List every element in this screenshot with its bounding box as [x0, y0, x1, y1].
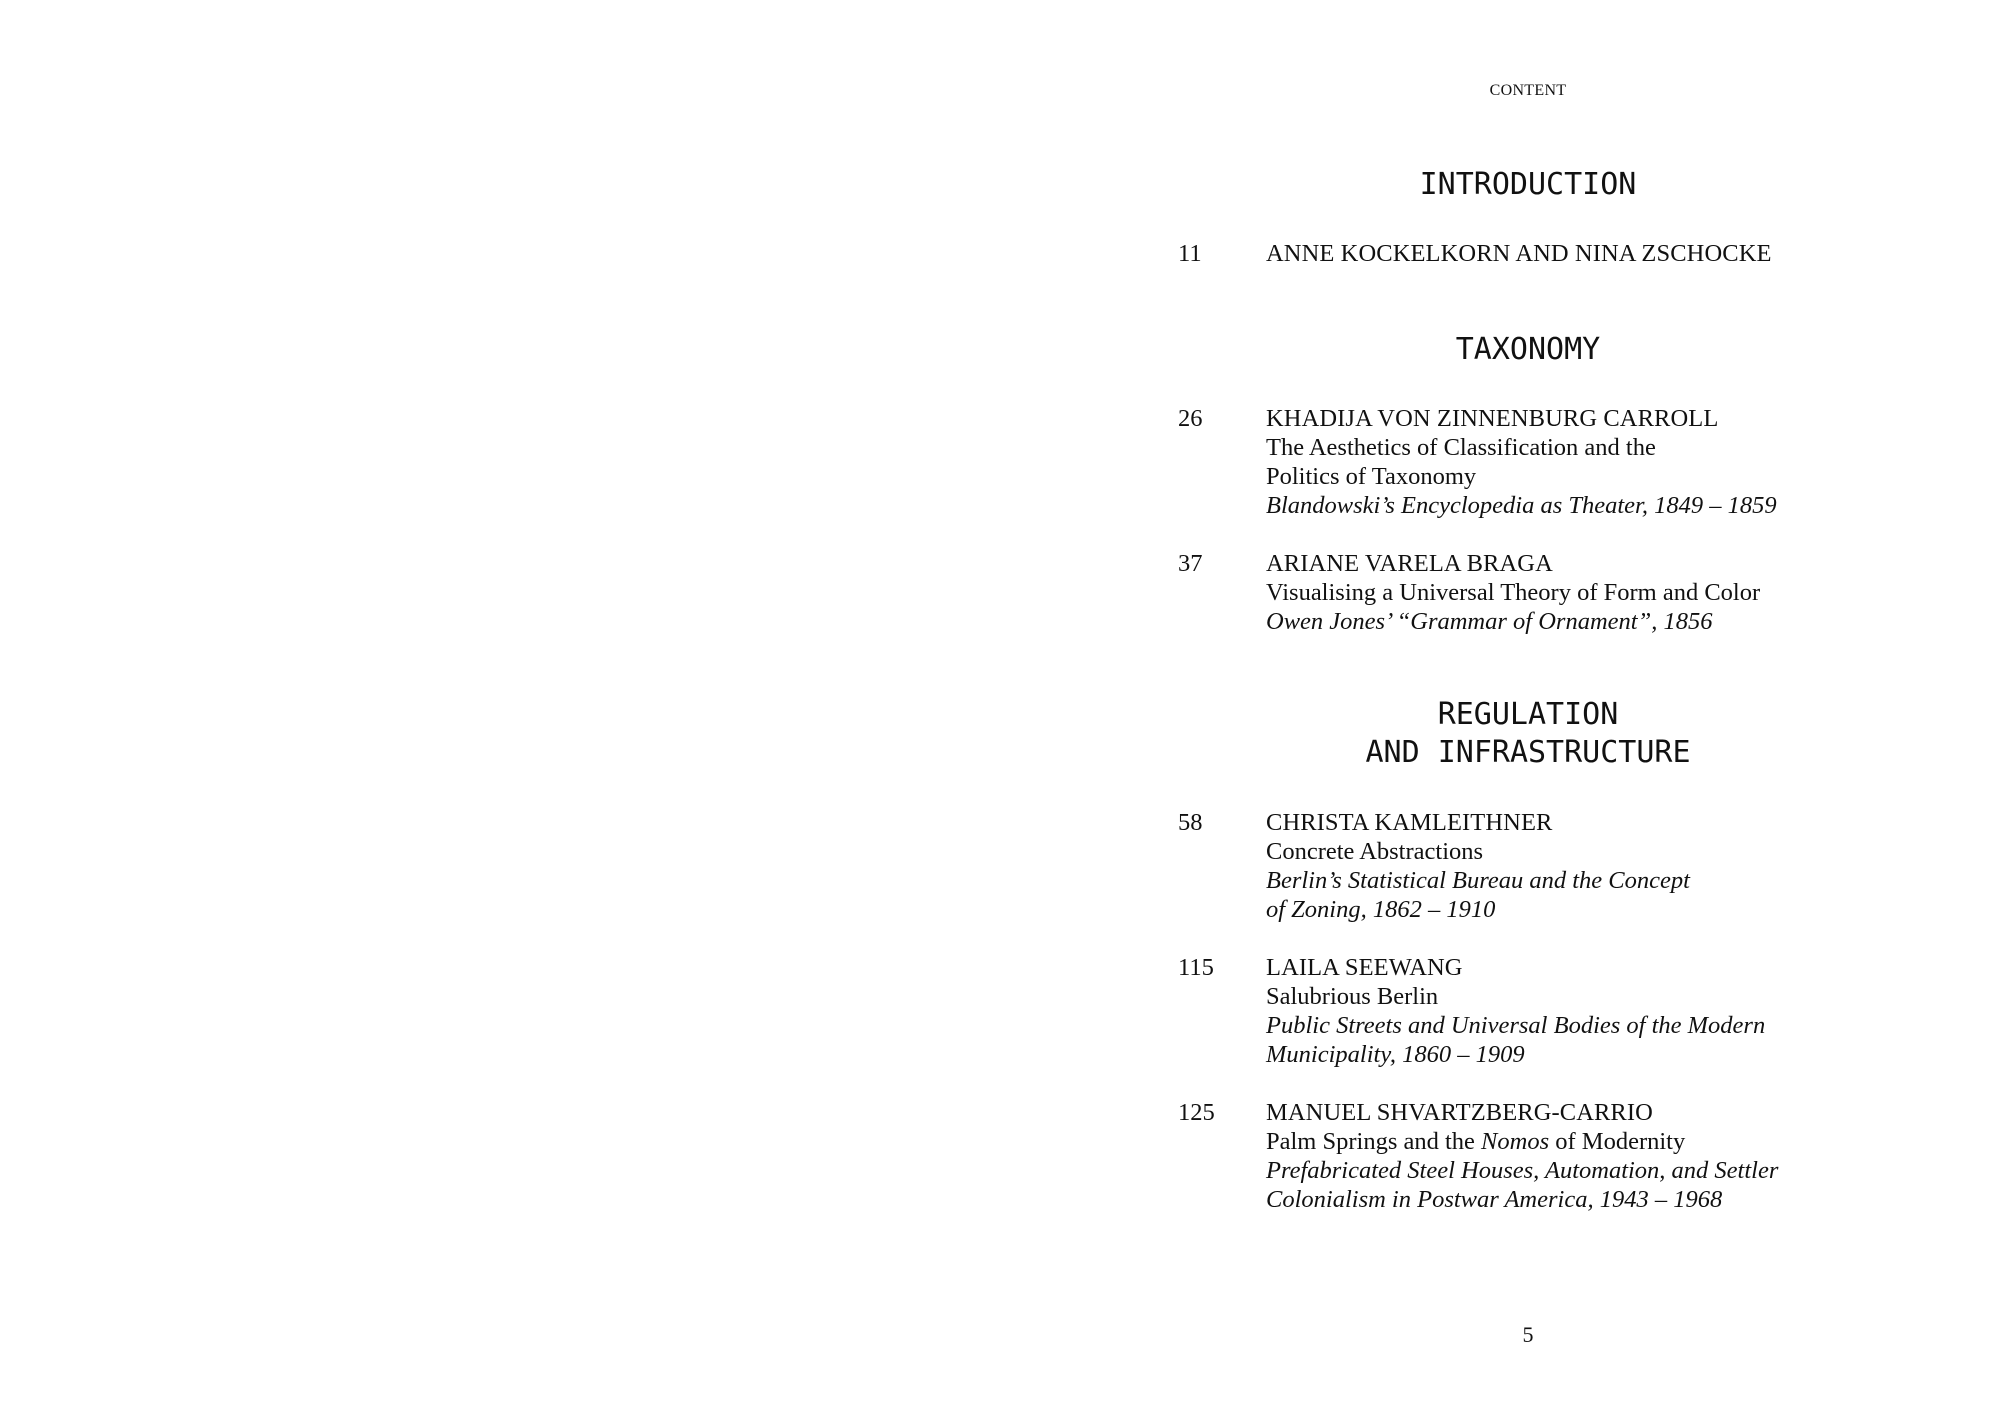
entry-text	[1266, 1098, 1886, 1214]
entry-author: LAILA SEEWANG	[1266, 954, 1463, 981]
running-header-text: CONTENT	[1489, 82, 1567, 99]
entry-subtitle-line: Owen Jones’ “Grammar of Ornament”, 1856	[1266, 608, 1713, 635]
entry-author: ANNE KOCKELKORN AND NINA ZSCHOCKE	[1266, 240, 1772, 267]
entry-title-line	[1266, 1127, 1886, 1156]
entry-title-line: Concrete Abstractions	[1266, 838, 1484, 865]
entry-page-number: 37	[1178, 550, 1203, 577]
folio-text: 5	[1522, 1322, 1534, 1347]
entry-title-part: Palm Springs and the	[1266, 1128, 1482, 1155]
entry-text	[1266, 239, 1886, 268]
entry-subtitle-line: Municipality, 1860 – 1909	[1266, 1041, 1525, 1068]
entry-page-number: 26	[1178, 405, 1203, 432]
entry-text	[1266, 404, 1886, 520]
entry-author: CHRISTA KAMLEITHNER	[1266, 809, 1553, 836]
entry-text	[1266, 549, 1886, 636]
entry-title-line: Politics of Taxonomy	[1266, 463, 1477, 490]
entry-page-number: 115	[1178, 954, 1214, 981]
entry-title-line: Visualising a Universal Theory of Form and Color	[1266, 579, 1761, 606]
entry-subtitle-line: Berlin’s Statistical Bureau and the Concept	[1266, 867, 1690, 894]
section-heading-line: AND INFRASTRUCTURE	[1365, 735, 1691, 770]
entry-page-number: 11	[1178, 240, 1202, 267]
entry-author: MANUEL SHVARTZBERG-CARRIO	[1266, 1099, 1653, 1126]
entry-text	[1266, 953, 1886, 1069]
entry-author: ARIANE VARELA BRAGA	[1266, 550, 1553, 577]
entry-title-italic-part: Nomos	[1481, 1128, 1550, 1155]
section-heading-line: REGULATION	[1437, 697, 1619, 732]
entry-page-number: 58	[1178, 809, 1203, 836]
entry-title-part: of Modernity	[1549, 1128, 1686, 1155]
entry-subtitle-line: Prefabricated Steel Houses, Automation, and Settler	[1266, 1157, 1779, 1184]
entry-subtitle-line: Public Streets and Universal Bodies of the Modern	[1266, 1012, 1766, 1039]
entry-title-line: The Aesthetics of Classification and the	[1266, 434, 1656, 461]
section-heading-line: TAXONOMY	[1455, 332, 1601, 367]
entry-subtitle-line: Blandowski’s Encyclopedia as Theater, 1849 – 1859	[1266, 492, 1777, 519]
entry-text	[1266, 808, 1886, 924]
entry-subtitle-line: Colonialism in Postwar America, 1943 – 1968	[1266, 1186, 1723, 1213]
entry-title-line: Salubrious Berlin	[1266, 983, 1439, 1010]
entry-page-number: 125	[1178, 1099, 1215, 1126]
section-heading-line: INTRODUCTION	[1419, 167, 1637, 202]
entry-subtitle-line: of Zoning, 1862 – 1910	[1266, 896, 1496, 923]
entry-author: KHADIJA VON ZINNENBURG CARROLL	[1266, 405, 1719, 432]
